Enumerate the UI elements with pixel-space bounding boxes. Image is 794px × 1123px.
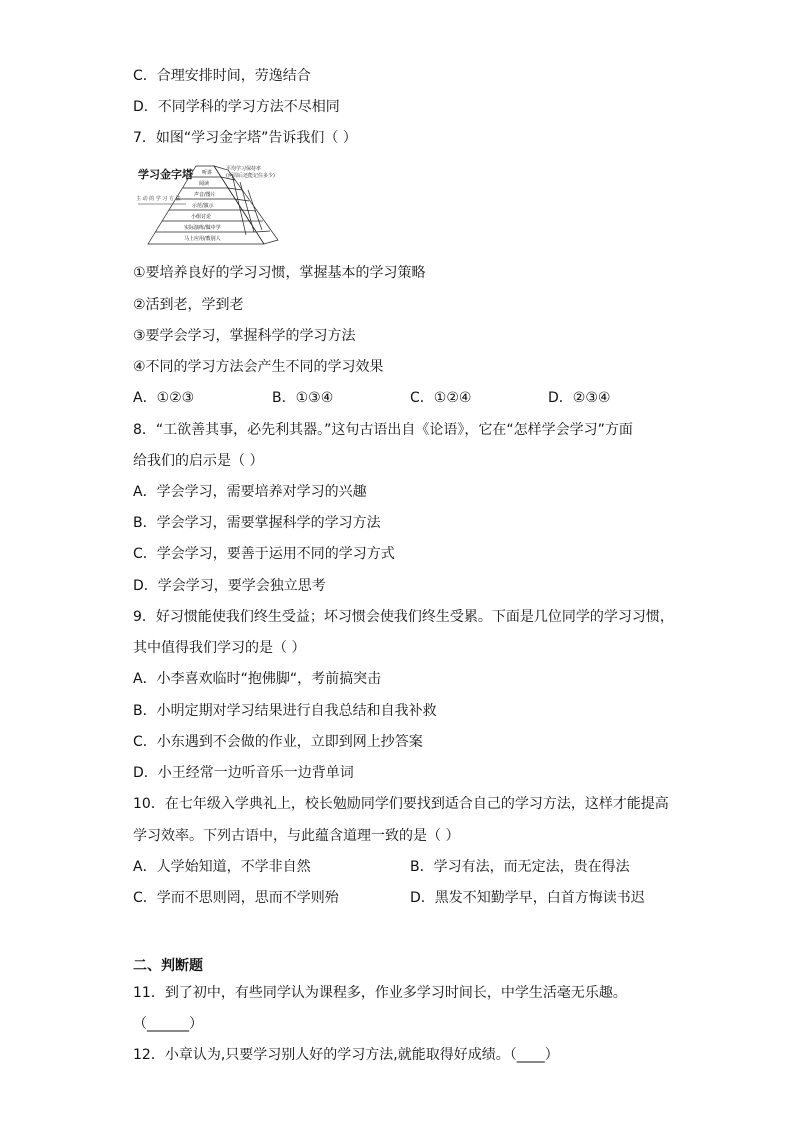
pyramid-level-6: 实际演练/做中学 xyxy=(184,225,221,231)
q9-option-d: D．小王经常一边听音乐一边背单词 xyxy=(133,765,354,781)
learning-pyramid-figure xyxy=(136,160,296,252)
q10-option-a: A．人学始知道，不学非自然 xyxy=(133,859,311,875)
pyramid-title: 学习金字塔 xyxy=(138,168,193,181)
pyramid-level-2: 阅读 xyxy=(199,181,210,187)
q9-stem-line-1: 9．好习惯能使我们终生受益；坏习惯会使我们终生受累。下面是几位同学的学习习惯， xyxy=(133,609,674,625)
q9-option-a: A．小李喜欢临时“抱佛脚“，考前搞突击 xyxy=(133,671,382,687)
q10-option-c: C．学而不思则罔，思而不学则殆 xyxy=(133,890,339,906)
q7-option-a: A．①②③ xyxy=(133,390,195,406)
pyramid-level-4: 示范/演示 xyxy=(192,203,214,209)
pyramid-level-3: 声音/图片 xyxy=(194,192,216,198)
q8-option-c: C．学会学习，要善于运用不同的学习方式 xyxy=(133,546,395,562)
q10-stem-line-2: 学习效率。下列古语中，与此蕴含道理一致的是（ ） xyxy=(133,828,460,844)
pyramid-level-7: 马上应用/教别人 xyxy=(184,236,221,242)
q11-answer-blank: （______） xyxy=(133,1016,203,1032)
q8-option-d: D．学会学习，要学会独立思考 xyxy=(133,578,326,594)
q12-stem: 12．小章认为,只要学习别人好的学习方法,就能取得好成绩。（____） xyxy=(133,1047,559,1063)
q7-option-c: C．①②④ xyxy=(410,390,472,406)
pyramid-diagram xyxy=(136,160,296,252)
q7-statement-4: ④不同的学习方法会产生不同的学习效果 xyxy=(133,359,384,375)
q9-option-c: C．小东遇到不会做的作业，立即到网上抄答案 xyxy=(133,734,423,750)
q10-stem-line-1: 10．在七年级入学典礼上，校长勉励同学们要找到适合自己的学习方法，这样才能提高 xyxy=(133,796,669,812)
q10-option-b: B．学习有法，而无定法，贵在得法 xyxy=(410,859,630,875)
q7-statement-1: ①要培养良好的学习习惯，掌握基本的学习策略 xyxy=(133,265,426,281)
pyramid-level-5: 小组讨论 xyxy=(191,214,212,220)
q9-option-b: B．小明定期对学习结果进行自我总结和自我补救 xyxy=(133,703,437,719)
q8-stem-line-1: 8．“工欲善其事，必先利其器。”这句古语出自《论语》，它在“怎样学会学习”方面 xyxy=(133,422,633,438)
q11-stem: 11．到了初中，有些同学认为课程多，作业多学习时间长，中学生活毫无乐趣。 xyxy=(133,985,627,1001)
q9-stem-line-2: 其中值得我们学习的是（ ） xyxy=(133,640,306,656)
pyramid-right-note-2: (两周后还能记住多少) xyxy=(226,173,275,179)
q7-statement-2: ②活到老，学到老 xyxy=(133,297,244,313)
q8-option-a: A．学会学习，需要培养对学习的兴趣 xyxy=(133,484,367,500)
q7-option-d: D．②③④ xyxy=(548,390,611,406)
q10-option-d: D．黑发不知勤学早，白首方悔读书迟 xyxy=(410,890,645,906)
q7-statement-3: ③要学会学习，掌握科学的学习方法 xyxy=(133,328,356,344)
q7-stem: 7．如图“学习金字塔”告诉我们（ ） xyxy=(133,130,357,146)
pyramid-level-1: 听讲 xyxy=(202,170,213,176)
q7-option-b: B．①③④ xyxy=(272,390,334,406)
q8-option-b: B．学会学习，需要掌握科学的学习方法 xyxy=(133,515,381,531)
pyramid-right-note-1: 平均学习保持率 xyxy=(226,166,262,172)
q6-option-c: C．合理安排时间，劳逸结合 xyxy=(133,68,311,84)
q8-stem-line-2: 给我们的启示是（ ） xyxy=(133,453,264,469)
section-title-judgement: 二、判断题 xyxy=(133,958,203,974)
pyramid-left-note: 主 动 的 学 习 方 法 xyxy=(136,196,181,202)
q6-option-d: D．不同学科的学习方法不尽相同 xyxy=(133,99,340,115)
